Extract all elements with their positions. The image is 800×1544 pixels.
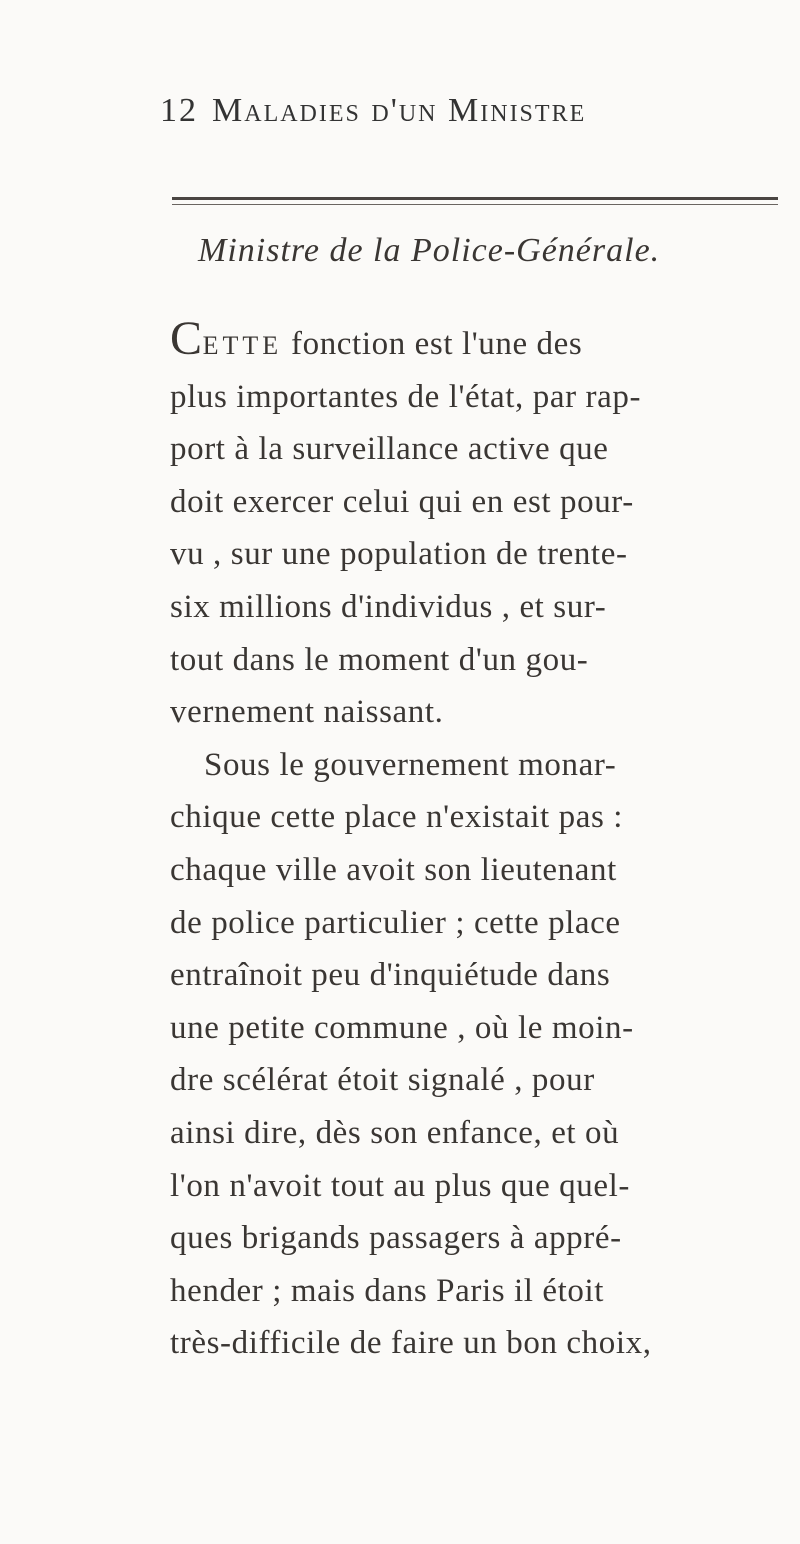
running-title: Maladies d'un Ministre xyxy=(212,92,587,129)
text-line: l'on n'avoit tout au plus que quel- xyxy=(170,1167,630,1204)
text-line: ques brigands passagers à appré- xyxy=(170,1220,622,1257)
text-line: tout dans le moment d'un gou- xyxy=(170,641,589,678)
text-line: vu , sur une population de trente- xyxy=(170,536,628,573)
section-title: Ministre de la Police-Générale. xyxy=(198,232,661,269)
paragraph-2-first-line: Sous le gouvernement monar- xyxy=(204,746,617,783)
text-line: très-difficile de faire un bon choix, xyxy=(170,1325,652,1362)
text-line: six millions d'individus , et sur- xyxy=(170,588,607,625)
text-line: de police particulier ; cette place xyxy=(170,904,621,941)
first-line-text: fonction est l'une des xyxy=(291,326,583,362)
text-line: ainsi dire, dès son enfance, et où xyxy=(170,1114,620,1151)
running-head xyxy=(160,92,790,130)
text-line: vernement naissant. xyxy=(170,694,444,731)
text-line: port à la surveillance active que xyxy=(170,431,609,468)
text-line: entraînoit peu d'inquiétude dans xyxy=(170,957,611,994)
text-line: chaque ville avoit son lieutenant xyxy=(170,851,617,888)
text-line: chique cette place n'existait pas : xyxy=(170,799,624,836)
header-rule-thin xyxy=(172,204,778,205)
text-line: dre scélérat étoit signalé , pour xyxy=(170,1062,595,1099)
text-line: hender ; mais dans Paris il étoit xyxy=(170,1272,605,1309)
text-line: doit exercer celui qui en est pour- xyxy=(170,483,634,520)
header-rule-thick xyxy=(172,197,778,200)
paragraph-1-first-line xyxy=(170,312,790,371)
text-line: une petite commune , où le moin- xyxy=(170,1009,634,1046)
page-number: 12 xyxy=(160,92,198,129)
body-text xyxy=(170,312,790,1370)
drop-cap: C xyxy=(170,312,203,365)
text-line: plus importantes de l'état, par rap- xyxy=(170,378,642,415)
first-word-caps: ETTE xyxy=(202,331,283,360)
